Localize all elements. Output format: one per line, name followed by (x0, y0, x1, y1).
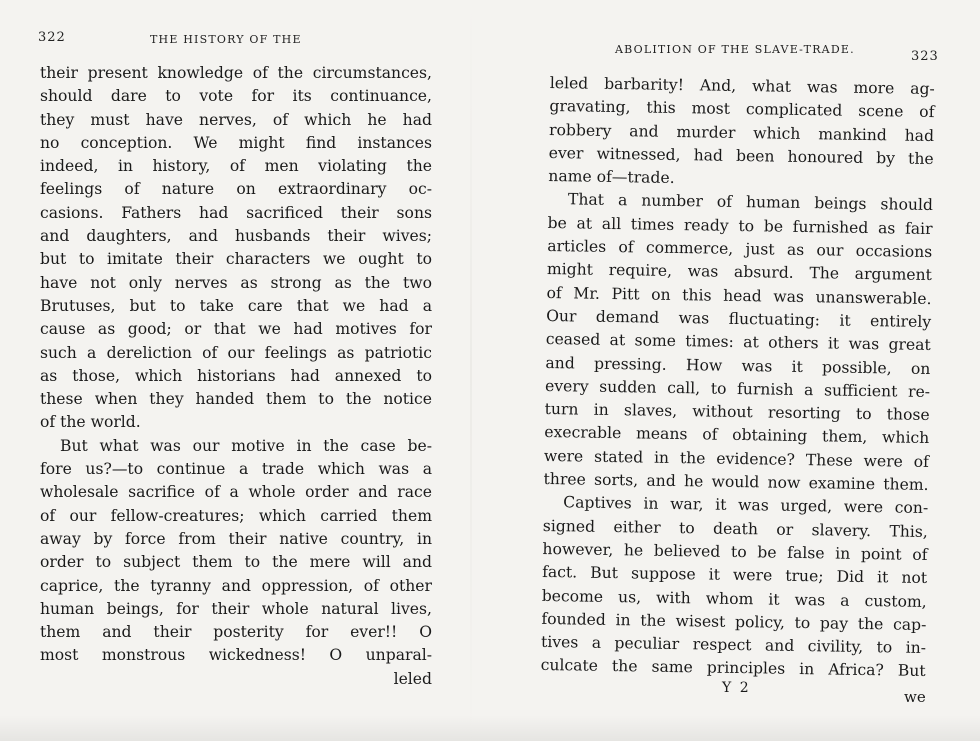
left-text-block (40, 62, 432, 691)
text-line: they must have nerves, of which he had (40, 110, 432, 129)
text-line: should dare to vote for its continuance, (40, 87, 432, 106)
text-line: ever witnessed, had been honoured by the (548, 143, 934, 168)
text-line: Our demand was fluctuating: it entirely (546, 306, 932, 331)
right-page-number: 323 (911, 49, 939, 64)
text-line: But what was our motive in the case be- (60, 436, 432, 455)
catchword: leled (393, 669, 432, 688)
text-line: name of—trade. (548, 167, 675, 188)
right-page (470, 0, 980, 741)
text-line: and pressing. How was it possible, on (545, 353, 931, 378)
text-line: fore us?—to continue a trade which was a (40, 460, 432, 479)
text-line: order to subject them to the mere will and (40, 553, 432, 572)
text-line: as those, which historians had annexed to (40, 366, 432, 385)
text-line: turn in slaves, without resorting to those (544, 400, 930, 425)
text-line: of Mr. Pitt on this head was unanswerable. (546, 283, 932, 308)
catchword: we (904, 688, 926, 706)
text-line: Captives in war, it was urged, were con- (563, 493, 929, 518)
text-line: founded in the wisest policy, to pay the cap- (541, 609, 927, 634)
text-line: ceased at some times: at others it was great (545, 330, 931, 355)
text-line: no conception. We might find instances (40, 133, 432, 152)
text-line: were stated in the evidence? These were of (543, 446, 930, 471)
text-line: tives a peculiar respect and civility, to in- (540, 633, 927, 658)
left-page (0, 0, 470, 741)
text-line: have not only nerves as strong as the two (40, 273, 432, 292)
text-line: culcate the same principles in Africa? But (540, 656, 926, 681)
text-line: caprice, the tyranny and oppression, of other (40, 576, 432, 595)
text-line: execrable means of obtaining them, which (544, 423, 930, 448)
right-running-head: ABOLITION OF THE SLAVE-TRADE. (615, 43, 855, 56)
text-line: robbery and murder which mankind had (548, 120, 935, 145)
left-running-head: THE HISTORY OF THE (150, 33, 302, 46)
page-bottom-shade (0, 715, 980, 741)
signature-mark: Y 2 (722, 680, 751, 696)
text-line: every sudden call, to furnish a sufficient re- (544, 376, 931, 401)
text-line: cause as good; or that we had motives for (40, 320, 432, 339)
text-line: however, he believed to be false in point of (542, 539, 928, 564)
text-line: these when they handed them to the notice (40, 390, 432, 409)
text-line: human beings, for their whole natural lives, (40, 599, 432, 618)
text-line: of the world. (40, 413, 141, 432)
text-line: Brutuses, but to take care that we had a (40, 296, 432, 315)
text-line: such a dereliction of our feelings as patriotic (40, 343, 432, 362)
text-line: them and their posterity for ever!! O (40, 623, 432, 642)
text-line: casions. Fathers had sacrificed their sons (40, 203, 432, 222)
text-line: fact. But suppose it were true; Did it not (542, 563, 928, 588)
text-line: but to imitate their characters we ought to (40, 250, 432, 269)
text-line: wholesale sacrifice of a whole order and race (40, 483, 432, 502)
text-line: articles of commerce, just as our occasions (547, 237, 933, 262)
text-line: and daughters, and husbands their wives; (40, 227, 432, 246)
text-line: might require, was absurd. The argument (546, 260, 932, 285)
text-line: away by force from their native country, in (40, 529, 432, 548)
text-line: three sorts, and he would now examine them. (543, 469, 929, 495)
left-page-number: 322 (38, 30, 66, 45)
text-line: become us, with whom it was a custom, (541, 586, 927, 611)
text-line: of our fellow-creatures; which carried them (40, 506, 432, 525)
text-line: signed either to death or slavery. This, (542, 516, 928, 541)
right-text-block (540, 72, 934, 684)
text-line: indeed, in history, of men violating the (40, 157, 432, 176)
text-line: be at all times ready to be furnished as fair (547, 213, 933, 238)
text-line: feelings of nature on extraordinary oc- (40, 180, 432, 199)
text-line: most monstrous wickedness! O unparal- (40, 646, 432, 665)
text-line: gravating, this most complicated scene of (549, 97, 935, 122)
text-line: leled barbarity! And, what was more ag- (549, 73, 935, 99)
text-line: That a number of human beings should (567, 190, 934, 215)
text-line: their present knowledge of the circumstances, (40, 64, 432, 82)
